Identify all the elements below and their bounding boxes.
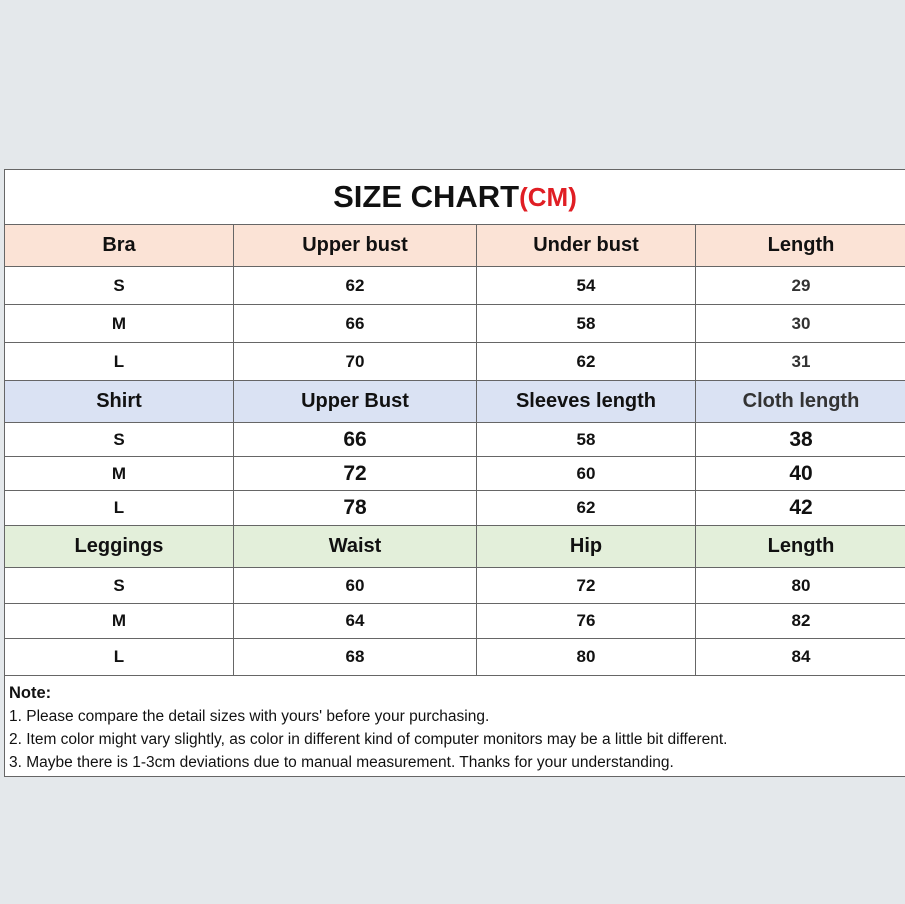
value-cell: 78 <box>233 491 476 525</box>
size-cell: S <box>113 575 125 595</box>
value-cell: 64 <box>233 604 476 638</box>
value-cell: 62 <box>476 491 695 525</box>
value-cell: 76 <box>476 604 695 638</box>
value-cell: 60 <box>233 568 476 603</box>
header-cell: Bra <box>102 234 136 256</box>
header-cell: Leggings <box>74 535 164 557</box>
table-row <box>5 343 905 381</box>
value-cell: 31 <box>695 343 905 380</box>
value-cell: 54 <box>476 267 695 304</box>
size-cell: S <box>113 275 125 295</box>
header-cell: Hip <box>476 526 695 567</box>
size-cell: L <box>113 351 125 371</box>
value-cell: 68 <box>233 639 476 675</box>
value-cell: 84 <box>695 639 905 675</box>
value-cell: 62 <box>476 343 695 380</box>
value-cell: 30 <box>695 305 905 342</box>
chart-title-main: SIZE CHART <box>333 179 520 214</box>
table-row <box>5 267 905 305</box>
value-cell: 82 <box>695 604 905 638</box>
notes-block <box>5 676 905 774</box>
table-row <box>5 491 905 526</box>
value-cell: 66 <box>233 423 476 456</box>
notes-title: Note: <box>9 684 52 702</box>
header-cell: Cloth length <box>695 381 905 422</box>
value-cell: 38 <box>695 423 905 456</box>
value-cell: 42 <box>695 491 905 525</box>
note-item: 1. Please compare the detail sizes with yours' before your purchasing. <box>9 708 490 725</box>
value-cell: 58 <box>476 423 695 456</box>
table-row <box>5 639 905 676</box>
size-cell: M <box>111 313 127 333</box>
value-cell: 60 <box>476 457 695 490</box>
table-row <box>5 568 905 604</box>
leggings-header-row <box>5 526 905 568</box>
table-row <box>5 604 905 639</box>
note-item: 3. Maybe there is 1-3cm deviations due to manual measurement. Thanks for your understanding. <box>9 754 674 771</box>
chart-title <box>5 170 905 225</box>
value-cell: 72 <box>233 457 476 490</box>
table-row <box>5 423 905 457</box>
value-cell: 80 <box>695 568 905 603</box>
size-cell: M <box>111 611 127 630</box>
bra-header-row <box>5 225 905 267</box>
value-cell: 70 <box>233 343 476 380</box>
note-item: 2. Item color might vary slightly, as color in different kind of computer monitors may be a little bit different. <box>9 731 728 748</box>
header-cell: Length <box>695 225 905 266</box>
size-cell: S <box>113 429 125 449</box>
value-cell: 40 <box>695 457 905 490</box>
size-cell: L <box>113 647 125 666</box>
value-cell: 80 <box>476 639 695 675</box>
value-cell: 29 <box>695 267 905 304</box>
value-cell: 58 <box>476 305 695 342</box>
header-cell: Shirt <box>96 390 142 412</box>
value-cell: 72 <box>476 568 695 603</box>
shirt-header-row <box>5 381 905 423</box>
header-cell: Under bust <box>476 225 695 266</box>
table-row <box>5 305 905 343</box>
header-cell: Waist <box>233 526 476 567</box>
table-row <box>5 457 905 491</box>
header-cell: Upper Bust <box>233 381 476 422</box>
header-cell: Length <box>695 526 905 567</box>
size-cell: M <box>111 463 127 483</box>
size-cell: L <box>113 498 125 517</box>
header-cell: Upper bust <box>233 225 476 266</box>
header-cell: Sleeves length <box>476 381 695 422</box>
value-cell: 66 <box>233 305 476 342</box>
size-chart-sheet <box>4 169 905 777</box>
chart-title-unit: (CM) <box>519 181 577 212</box>
value-cell: 62 <box>233 267 476 304</box>
